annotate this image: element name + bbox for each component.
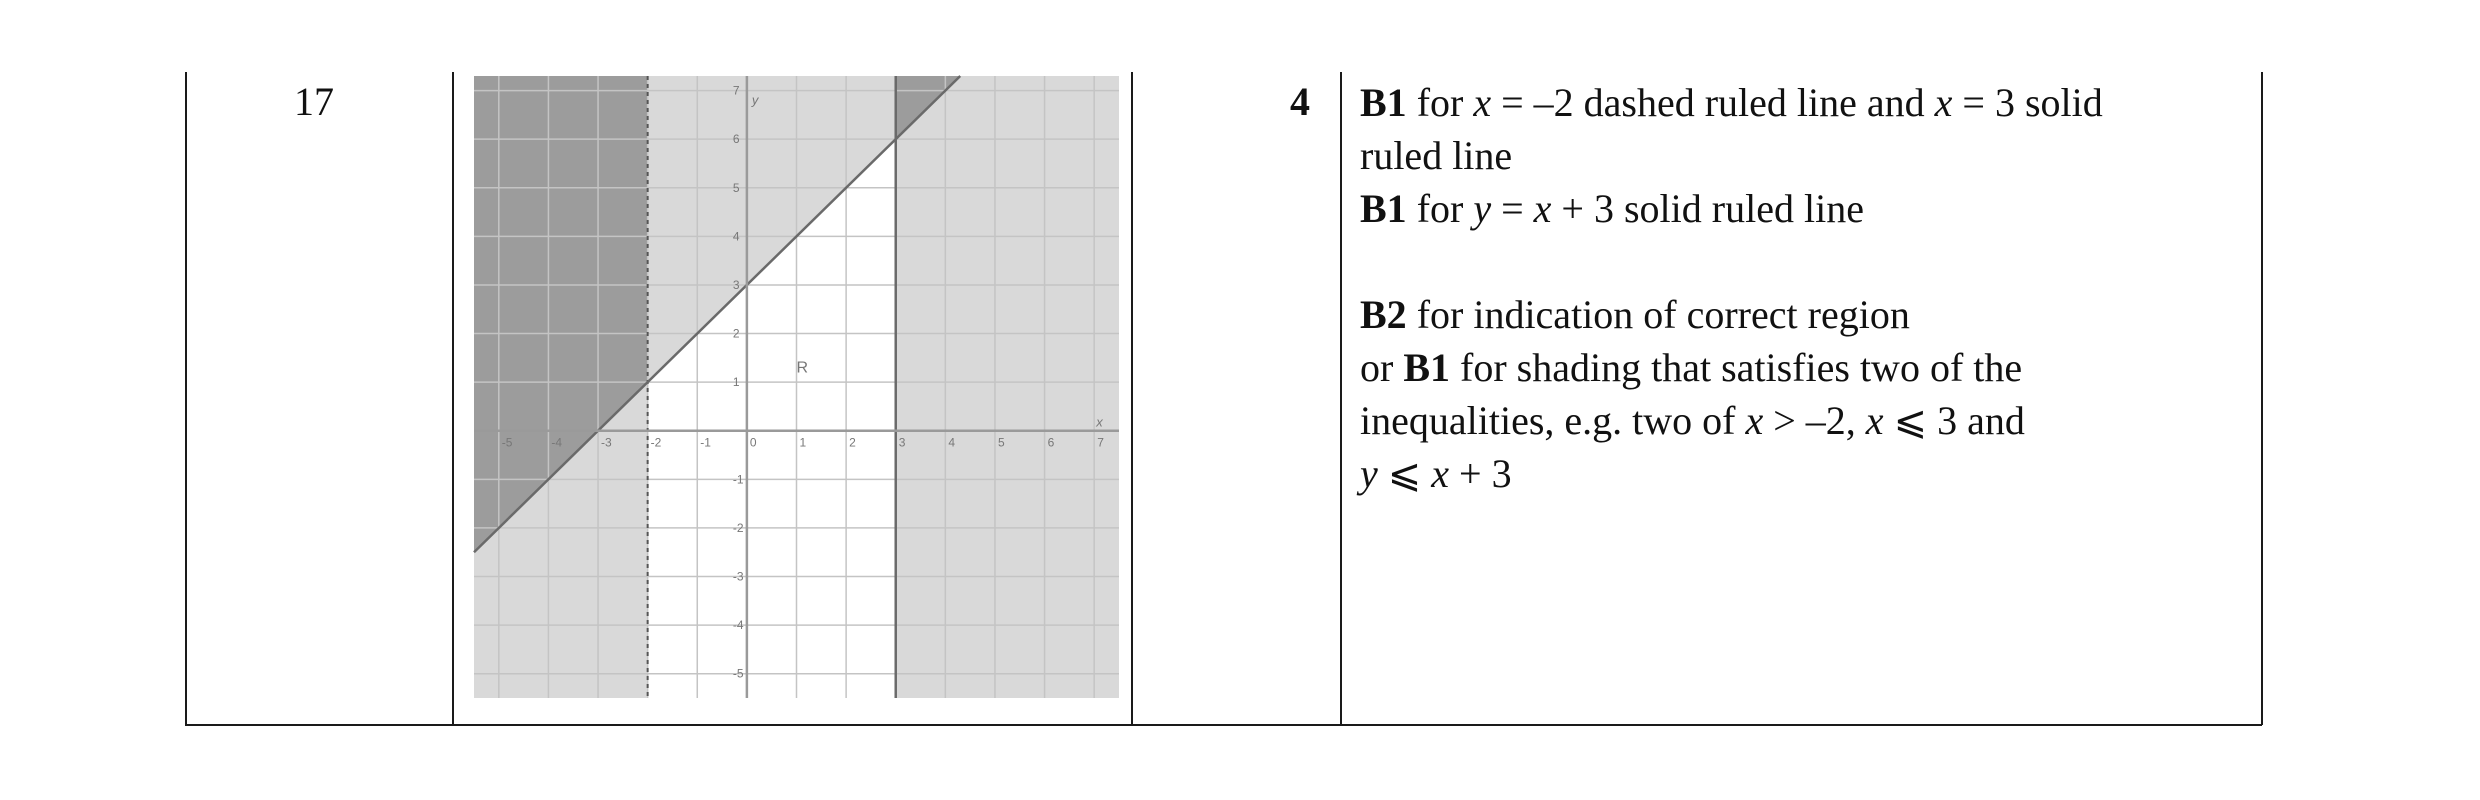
y-tick-label: 3	[732, 277, 740, 292]
table-border-col4	[1340, 72, 1342, 725]
y-tick-label: -4	[732, 618, 744, 633]
shade-x-greater-than-3	[896, 76, 1119, 698]
guidance-line-6: inequalities, e.g. two of x > –2, x ⩽ 3 and	[1360, 398, 2025, 443]
guidance-line-5: or B1 for shading that satisfies two of the	[1360, 345, 2023, 390]
x-tick-label: 1	[799, 435, 807, 450]
table-border-col3	[1131, 72, 1133, 725]
mark-code: B1	[1360, 186, 1407, 231]
x-tick-label: 4	[948, 435, 956, 450]
mark-code: B1	[1403, 345, 1451, 390]
guidance-line-2: ruled line	[1360, 133, 1513, 178]
y-tick-label: -1	[732, 472, 744, 487]
mark-code: B1	[1360, 80, 1407, 125]
x-tick-label: -1	[700, 435, 711, 450]
table-border-right	[2261, 72, 2263, 725]
y-tick-label: 6	[732, 132, 740, 147]
table-border-col2	[452, 72, 454, 725]
y-tick-label: 1	[732, 375, 740, 390]
y-tick-label: 4	[732, 229, 740, 244]
question-number: 17	[294, 79, 334, 124]
x-tick-label: -4	[551, 435, 563, 450]
y-tick-label: 5	[732, 180, 740, 195]
shade-above-line	[648, 76, 896, 382]
guidance-line-3: B1 for y = x + 3 solid ruled line	[1360, 186, 1864, 231]
mark-code: B2	[1360, 292, 1407, 337]
x-tick-label: 0	[749, 435, 757, 450]
y-tick-label: -2	[732, 520, 744, 535]
y-tick-label: 2	[732, 326, 740, 341]
x-tick-label: 6	[1047, 435, 1055, 450]
marks: 4	[1290, 79, 1310, 124]
x-axis-label: x	[1096, 414, 1103, 430]
x-tick-label: 7	[1097, 435, 1104, 450]
table-border-bottom	[185, 724, 2262, 726]
y-tick-label: -5	[732, 666, 744, 681]
table-border-left	[185, 72, 187, 725]
y-tick-label: 7	[732, 83, 740, 98]
guidance-line-4: B2 for indication of correct region	[1360, 292, 1910, 337]
x-tick-label: 3	[898, 435, 906, 450]
x-tick-label: 5	[997, 435, 1005, 450]
guidance-line-7: y ⩽ x + 3	[1360, 451, 1512, 496]
x-tick-label: 2	[849, 435, 856, 450]
x-tick-label: -5	[501, 435, 513, 450]
x-tick-label: -3	[601, 435, 612, 450]
inequality-graph	[470, 72, 1123, 702]
guidance-line-1: B1 for x = –2 dashed ruled line and x = 3 solid	[1360, 80, 2103, 125]
x-tick-label: -2	[650, 435, 662, 450]
y-axis-label: y	[751, 92, 759, 108]
region-label: R	[796, 359, 809, 377]
y-tick-label: -3	[732, 569, 744, 584]
mark-scheme-guidance	[1360, 76, 2240, 500]
